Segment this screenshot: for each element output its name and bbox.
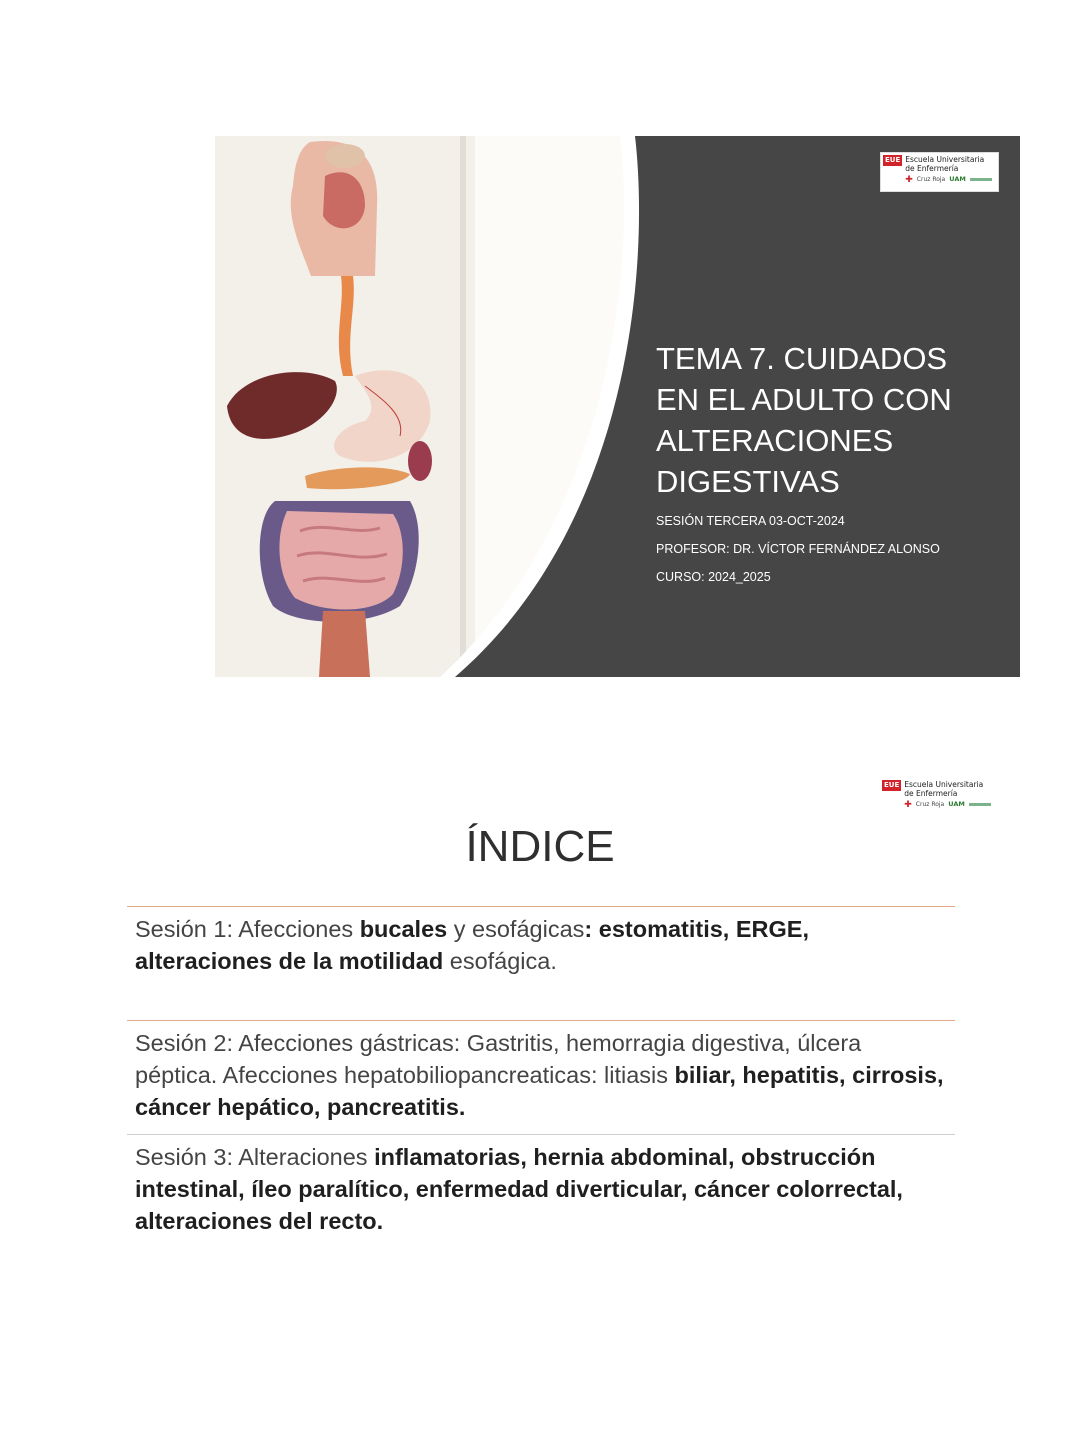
session-list (127, 906, 955, 1237)
logo-cruz-roja: Cruz Roja (915, 801, 945, 808)
session-date: SESIÓN TERCERA 03-OCT-2024 (656, 514, 845, 528)
session-label: Sesión 3: (135, 1144, 239, 1170)
red-cross-icon: ✚ (904, 799, 912, 810)
eue-mark: EUE (885, 156, 901, 164)
logo-line1: Escuela Universitaria (904, 780, 984, 789)
uam-text-line (970, 178, 992, 181)
uam-text-line (969, 803, 991, 806)
slide-title: TEMA 7. CUIDADOS EN EL ADULTO CON ALTERACIONES DIGESTIVAS (656, 341, 952, 499)
session-item-2: Sesión 2: Afecciones gástricas: Gastritis, hemorragia digestiva, úlcera péptica. Afecciones hepatobiliopancreaticas: litiasis biliar, hepatitis, cirrosis, cáncer hepático, pancreatitis. (127, 1020, 955, 1134)
session-item-1: Sesión 1: Afecciones bucales y esofágicas: estomatitis, ERGE, alteraciones de la motilidad esofágica. (127, 906, 955, 1020)
logo-line2: de Enfermería (905, 164, 959, 173)
logo-line1: Escuela Universitaria (905, 155, 985, 164)
professor: PROFESOR: DR. VÍCTOR FERNÁNDEZ ALONSO (656, 542, 940, 556)
logo-uam: UAM (949, 175, 966, 183)
eue-mark: EUE (884, 781, 900, 789)
session-item-3: Sesión 3: Alteraciones inflamatorias, hernia abdominal, obstrucción intestinal, íleo paralítico, enfermedad diverticular, cáncer colorrectal, alteraciones del recto. (127, 1134, 955, 1237)
university-logo-index (880, 778, 997, 816)
logo-uam: UAM (948, 800, 965, 808)
session-label: Sesión 1: (135, 916, 239, 942)
logo-line2: de Enfermería (904, 789, 958, 798)
course: CURSO: 2024_2025 (656, 570, 771, 584)
red-cross-icon: ✚ (905, 174, 913, 185)
university-logo (880, 152, 999, 192)
index-title: ÍNDICE (465, 822, 615, 871)
logo-cruz-roja: Cruz Roja (916, 176, 946, 183)
session-label: Sesión 2: (135, 1030, 239, 1056)
